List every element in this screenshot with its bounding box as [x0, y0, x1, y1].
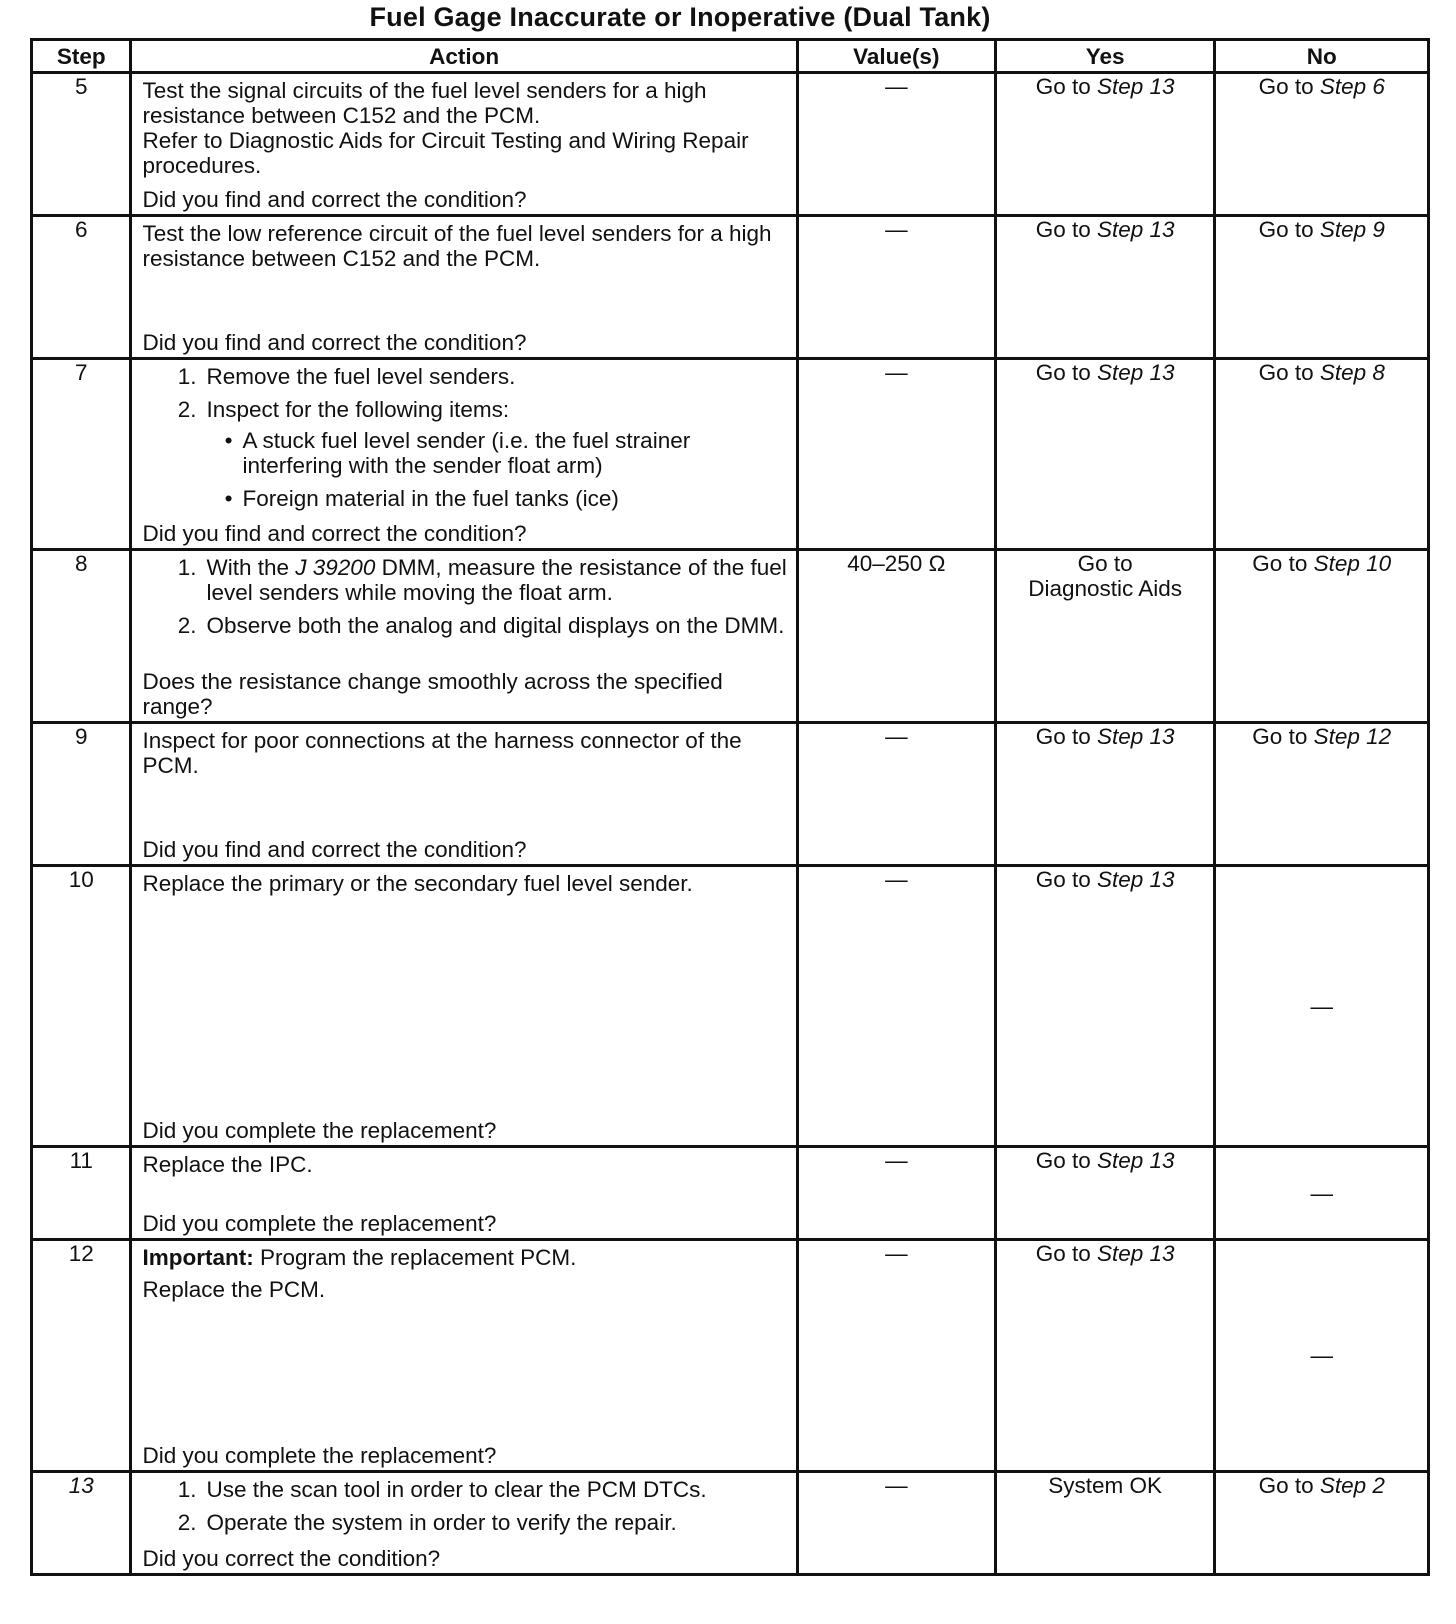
step-link[interactable]: Step 13 — [1096, 724, 1175, 749]
step-link[interactable]: Step 9 — [1319, 217, 1385, 242]
question-text: Did you find and correct the condition? — [142, 187, 527, 212]
no-cell: Go to Step 8 — [1215, 359, 1429, 550]
step-number: 9 — [32, 723, 131, 866]
no-cell: Go to Step 12 — [1215, 723, 1429, 866]
step-number: 8 — [32, 550, 131, 723]
no-cell: Go to Step 2 — [1215, 1472, 1429, 1575]
action-text: Refer to Diagnostic Aids for Circuit Testing and Wiring Repair procedures. — [142, 128, 749, 178]
question-text: Did you find and correct the condition? — [142, 837, 527, 862]
table-header-row — [32, 40, 1429, 73]
table-row — [32, 723, 1429, 866]
no-cell: Go to Step 9 — [1215, 216, 1429, 359]
diagnostic-table — [30, 38, 1430, 1576]
table-row — [32, 866, 1429, 1147]
no-cell: Go to Step 10 — [1215, 550, 1429, 723]
yes-cell: Go to Step 13 — [995, 866, 1215, 1147]
yes-cell: Go to Step 13 — [995, 1240, 1215, 1472]
header-value: Value(s) — [797, 40, 995, 73]
bullet-item: • A stuck fuel level sender (i.e. the fuel strainer interfering with the sender float arm) — [224, 428, 691, 478]
question-text: Did you find and correct the condition? — [142, 330, 527, 355]
value-cell: — — [797, 73, 995, 216]
table-row — [32, 216, 1429, 359]
action-cell — [131, 216, 797, 359]
action-text: Inspect for poor connections at the harness connector of the PCM. — [142, 728, 742, 778]
table-row — [32, 73, 1429, 216]
action-cell — [131, 73, 797, 216]
value-cell: 40–250 Ω — [797, 550, 995, 723]
value-cell: — — [797, 866, 995, 1147]
list-item: 1. Use the scan tool in order to clear the PCM DTCs. — [177, 1477, 707, 1502]
no-cell: Go to Step 6 — [1215, 73, 1429, 216]
no-cell: — — [1215, 866, 1429, 1147]
important-note: Important: Program the replacement PCM. — [142, 1245, 577, 1270]
value-cell: — — [797, 1472, 995, 1575]
step-link[interactable]: Step 8 — [1319, 360, 1385, 385]
table-row — [32, 550, 1429, 723]
step-number: 11 — [32, 1147, 131, 1240]
step-link[interactable]: Step 13 — [1096, 74, 1175, 99]
question-text: Did you correct the condition? — [142, 1546, 441, 1571]
action-cell — [131, 1472, 797, 1575]
step-number: 12 — [32, 1240, 131, 1472]
bullet-item: • Foreign material in the fuel tanks (ice) — [224, 486, 619, 511]
no-cell: — — [1215, 1240, 1429, 1472]
action-text: Test the low reference circuit of the fuel level senders for a high resistance between C152 and the PCM. — [142, 221, 772, 271]
question-text: Did you find and correct the condition? — [142, 521, 527, 546]
list-item: 2. Observe both the analog and digital displays on the DMM. — [177, 613, 785, 638]
action-cell — [131, 1240, 797, 1472]
action-text: Replace the IPC. — [142, 1152, 313, 1177]
yes-cell: Go to Step 13 — [995, 723, 1215, 866]
step-link[interactable]: Step 6 — [1319, 74, 1385, 99]
action-cell — [131, 1147, 797, 1240]
list-item: 1. With the J 39200 DMM, measure the resistance of the fuel level senders while moving the float arm. — [177, 555, 787, 605]
step-link[interactable]: Step 13 — [1096, 867, 1175, 892]
yes-cell: Go to Step 13 — [995, 1147, 1215, 1240]
list-item: 1. Remove the fuel level senders. — [177, 364, 516, 389]
action-cell — [131, 866, 797, 1147]
yes-cell: Go to Step 13 — [995, 359, 1215, 550]
value-cell: — — [797, 1147, 995, 1240]
list-item: 2. Inspect for the following items: — [177, 397, 510, 422]
header-action: Action — [131, 40, 797, 73]
yes-line: Go to — [1077, 551, 1133, 576]
step-link[interactable]: Step 10 — [1313, 551, 1392, 576]
value-cell: — — [797, 216, 995, 359]
question-text: Did you complete the replacement? — [142, 1211, 497, 1236]
yes-cell — [995, 550, 1215, 723]
table-row — [32, 359, 1429, 550]
table-row — [32, 1240, 1429, 1472]
action-text: Replace the primary or the secondary fuel level sender. — [142, 871, 693, 896]
header-step: Step — [32, 40, 131, 73]
action-cell — [131, 723, 797, 866]
step-link[interactable]: Step 13 — [1096, 1148, 1175, 1173]
action-text: Test the signal circuits of the fuel level senders for a high resistance between C152 and the PCM. — [142, 78, 707, 128]
diagnostic-aids-link[interactable]: Diagnostic Aids — [1028, 576, 1183, 601]
tool-name: J 39200 — [295, 555, 376, 580]
step-link[interactable]: Step 2 — [1319, 1473, 1385, 1498]
yes-cell: Go to Step 13 — [995, 216, 1215, 359]
list-item: 2. Operate the system in order to verify the repair. — [177, 1510, 677, 1535]
table-row — [32, 1147, 1429, 1240]
step-number: 13 — [32, 1472, 131, 1575]
step-link[interactable]: Step 13 — [1096, 1241, 1175, 1266]
step-number: 10 — [32, 866, 131, 1147]
page-title: Fuel Gage Inaccurate or Inoperative (Dual Tank) — [369, 2, 991, 32]
header-no: No — [1215, 40, 1429, 73]
no-cell: — — [1215, 1147, 1429, 1240]
action-cell — [131, 550, 797, 723]
step-number: 5 — [32, 73, 131, 216]
value-cell: — — [797, 723, 995, 866]
header-yes: Yes — [995, 40, 1215, 73]
yes-cell: Go to Step 13 — [995, 73, 1215, 216]
value-cell: — — [797, 1240, 995, 1472]
step-link[interactable]: Step 13 — [1096, 360, 1175, 385]
question-text: Did you complete the replacement? — [142, 1118, 497, 1143]
action-cell — [131, 359, 797, 550]
table-row — [32, 1472, 1429, 1575]
question-text: Does the resistance change smoothly across the specified range? — [142, 669, 723, 719]
action-text: Replace the PCM. — [142, 1277, 326, 1302]
value-cell: — — [797, 359, 995, 550]
question-text: Did you complete the replacement? — [142, 1443, 497, 1468]
yes-cell: System OK — [995, 1472, 1215, 1575]
step-number: 6 — [32, 216, 131, 359]
step-link[interactable]: Step 12 — [1313, 724, 1392, 749]
step-number: 7 — [32, 359, 131, 550]
step-link[interactable]: Step 13 — [1096, 217, 1175, 242]
